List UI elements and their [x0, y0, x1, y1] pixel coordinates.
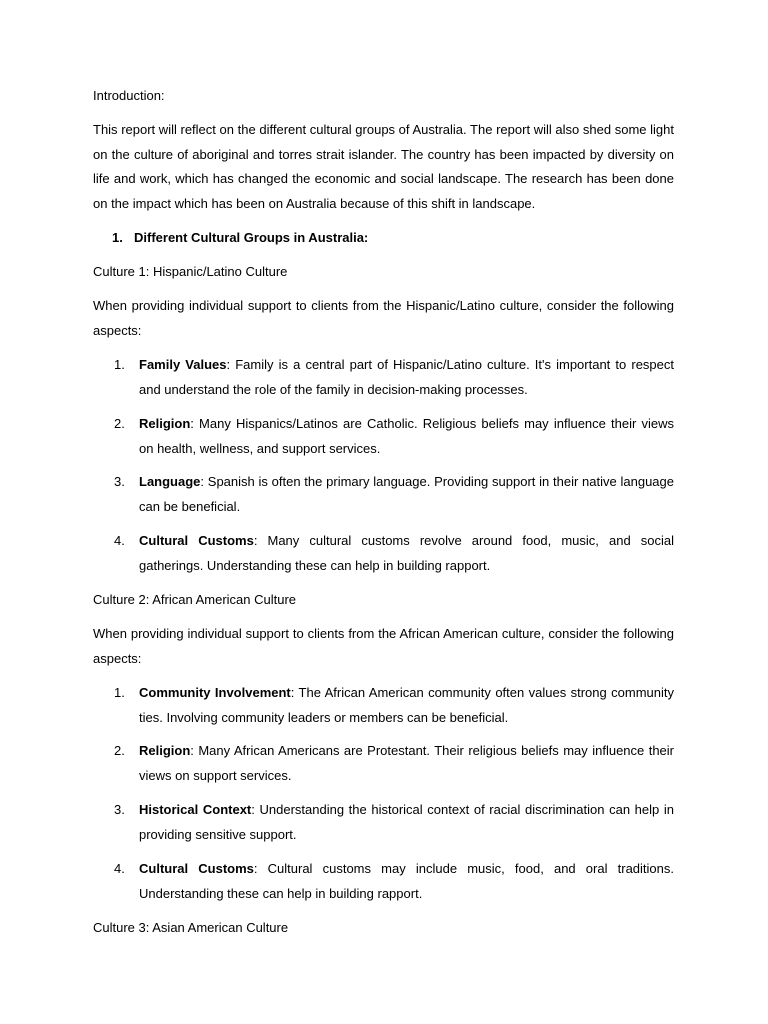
list-item: [114, 529, 674, 578]
list-text: : Spanish is often the primary language. Providing support in their native language can be beneficial.: [139, 474, 674, 514]
culture-3-title: Culture 3: Asian American Culture: [93, 920, 289, 935]
list-text: : The African American community often values strong community ties. Involving community leaders or members can be beneficial.: [139, 685, 674, 725]
list-item: [114, 470, 674, 519]
list-item: [114, 857, 674, 906]
list-term: Family Values: [139, 357, 227, 372]
list-term: Cultural Customs: [139, 533, 254, 548]
list-item: [114, 739, 674, 788]
list-number: 1.: [114, 685, 125, 700]
list-term: Cultural Customs: [139, 861, 254, 876]
culture-2-lead: When providing individual support to clients from the African American culture, consider the following aspects:: [93, 626, 674, 666]
culture-1-lead: When providing individual support to clients from the Hispanic/Latino culture, consider the following aspects:: [93, 298, 674, 338]
list-number: 3.: [114, 802, 125, 817]
list-number: 4.: [114, 861, 125, 876]
list-item: [114, 412, 674, 461]
list-term: Religion: [139, 416, 191, 431]
intro-label: Introduction:: [93, 88, 165, 103]
list-number: 3.: [114, 474, 125, 489]
culture-2-title: Culture 2: African American Culture: [93, 592, 297, 607]
section-heading: [112, 226, 674, 251]
list-text: : Understanding the historical context of racial discrimination can help in providing sensitive support.: [139, 802, 674, 842]
list-item: [114, 353, 674, 402]
list-number: 1.: [114, 357, 125, 372]
list-text: : Many cultural customs revolve around food, music, and social gatherings. Understanding these can help in building rapport.: [139, 533, 674, 573]
list-term: Community Involvement: [139, 685, 291, 700]
list-text: : Many African Americans are Protestant. Their religious beliefs may influence their views on support services.: [139, 743, 674, 783]
list-text: : Many Hispanics/Latinos are Catholic. Religious beliefs may influence their views on health, wellness, and support services.: [139, 416, 674, 456]
list-item: [114, 681, 674, 730]
list-term: Historical Context: [139, 802, 252, 817]
list-text: : Family is a central part of Hispanic/Latino culture. It's important to respect and understand the role of the family in decision-making processes.: [139, 357, 674, 397]
list-item: [114, 798, 674, 847]
list-text: : Cultural customs may include music, food, and oral traditions. Understanding these can help in building rapport.: [139, 861, 674, 901]
culture-1-title: Culture 1: Hispanic/Latino Culture: [93, 264, 288, 279]
section-number: 1.: [112, 230, 123, 245]
list-term: Language: [139, 474, 201, 489]
list-number: 4.: [114, 533, 125, 548]
intro-paragraph: This report will reflect on the different cultural groups of Australia. The report will also shed some light on the culture of aboriginal and torres strait islander. The country has been impacted by diversity on life and work, which has changed the economic and social landscape. The research has been done on the impact which has been on Australia because of this shift in landscape.: [93, 122, 674, 211]
list-number: 2.: [114, 743, 125, 758]
list-number: 2.: [114, 416, 125, 431]
section-title: Different Cultural Groups in Australia:: [134, 230, 369, 245]
list-term: Religion: [139, 743, 191, 758]
